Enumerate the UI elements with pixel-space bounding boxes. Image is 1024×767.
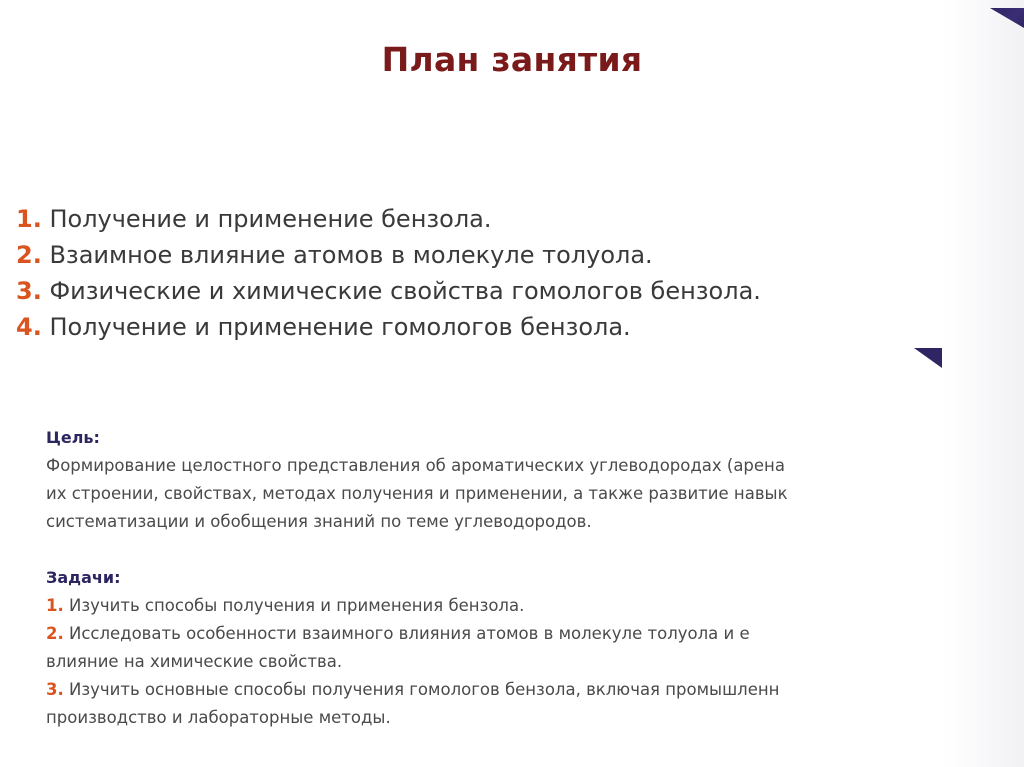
goal-text-line: систематизации и обобщения знаний по теме углеводородов. xyxy=(46,512,592,531)
task-item-1 xyxy=(46,592,943,620)
plan-item-text: Физические и химические свойства гомологов бензола. xyxy=(49,277,761,305)
plan-item-1 xyxy=(16,201,916,237)
plan-item-4 xyxy=(16,309,916,345)
goal-heading: Цель: xyxy=(46,428,100,447)
task-number: 3. xyxy=(46,680,64,699)
plan-item-number: 3. xyxy=(16,277,42,305)
plan-item-text: Получение и применение гомологов бензола. xyxy=(49,313,631,341)
task-number: 2. xyxy=(46,624,64,643)
task-item-2 xyxy=(46,620,943,648)
plan-list xyxy=(16,201,916,345)
task-text: Изучить основные способы получения гомологов бензола, включая промышленн xyxy=(69,680,780,699)
task-item-3-continuation: производство и лабораторные методы. xyxy=(46,708,391,727)
plan-item-number: 1. xyxy=(16,205,42,233)
edge-shade xyxy=(944,0,1024,767)
plan-item-2 xyxy=(16,237,916,273)
plan-item-number: 2. xyxy=(16,241,42,269)
task-text: Изучить способы получения и применения бензола. xyxy=(69,596,525,615)
tasks-heading: Задачи: xyxy=(46,568,121,587)
plan-item-3 xyxy=(16,273,916,309)
goal-text-line: Формирование целостного представления об ароматических углеводородах (арена xyxy=(46,456,785,475)
task-text: Исследовать особенности взаимного влияния атомов в молекуле толуола и е xyxy=(69,624,750,643)
task-number: 1. xyxy=(46,596,64,615)
plan-item-text: Получение и применение бензола. xyxy=(49,205,492,233)
task-item-2-continuation: влияние на химические свойства. xyxy=(46,652,343,671)
corner-decoration-top xyxy=(990,8,1024,28)
slide-title: План занятия xyxy=(381,40,643,79)
tasks-section xyxy=(46,564,943,732)
plan-item-text: Взаимное влияние атомов в молекуле толуола. xyxy=(49,241,653,269)
corner-decoration-middle xyxy=(914,348,942,368)
task-item-3 xyxy=(46,676,943,704)
goal-text-line: их строении, свойствах, методах получения и применении, а также развитие навык xyxy=(46,484,788,503)
goal-section xyxy=(46,424,943,536)
plan-item-number: 4. xyxy=(16,313,42,341)
